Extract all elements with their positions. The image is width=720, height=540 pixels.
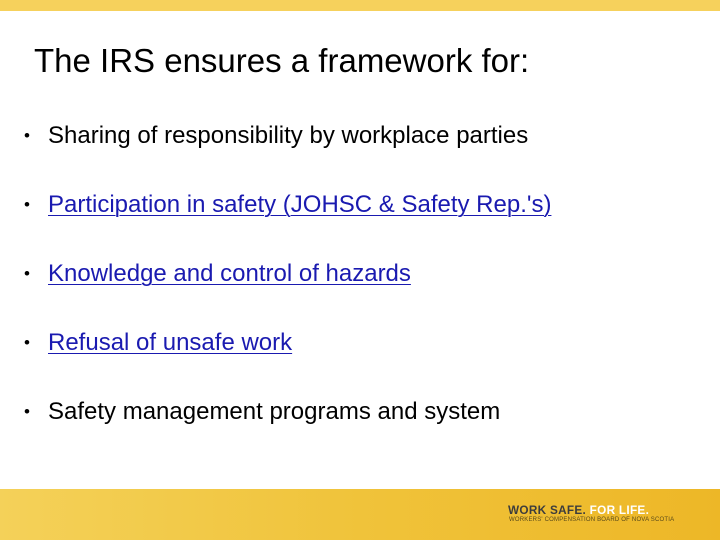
logo-organization: WORKERS' COMPENSATION BOARD OF NOVA SCOTIA <box>509 517 675 523</box>
top-accent-bar <box>0 0 720 11</box>
bullet-dot: • <box>24 126 30 145</box>
bullet-dot: • <box>24 333 30 352</box>
bullet-dot: • <box>24 402 30 421</box>
slide-title: The IRS ensures a framework for: <box>34 42 530 79</box>
bullet-text: Safety management programs and system <box>48 398 501 425</box>
bullet-item-participation <box>0 187 700 223</box>
bullet-item-safety-management <box>0 394 700 430</box>
bullet-dot: • <box>24 195 30 214</box>
hazards-link[interactable]: Knowledge and control of hazards <box>48 260 411 287</box>
logo-tagline <box>508 504 649 516</box>
bullet-item-hazards <box>0 256 700 292</box>
bullet-item-refusal <box>0 325 700 361</box>
bullet-item-sharing-responsibility <box>0 118 700 154</box>
bullet-text: Sharing of responsibility by workplace parties <box>48 122 529 149</box>
bullet-dot: • <box>24 264 30 283</box>
wcb-logo <box>508 504 693 528</box>
participation-link[interactable]: Participation in safety (JOHSC & Safety Rep.'s) <box>48 191 552 218</box>
logo-for-life: FOR LIFE. <box>589 503 650 517</box>
refusal-link[interactable]: Refusal of unsafe work <box>48 329 293 356</box>
logo-work-safe: WORK SAFE. <box>508 503 587 517</box>
